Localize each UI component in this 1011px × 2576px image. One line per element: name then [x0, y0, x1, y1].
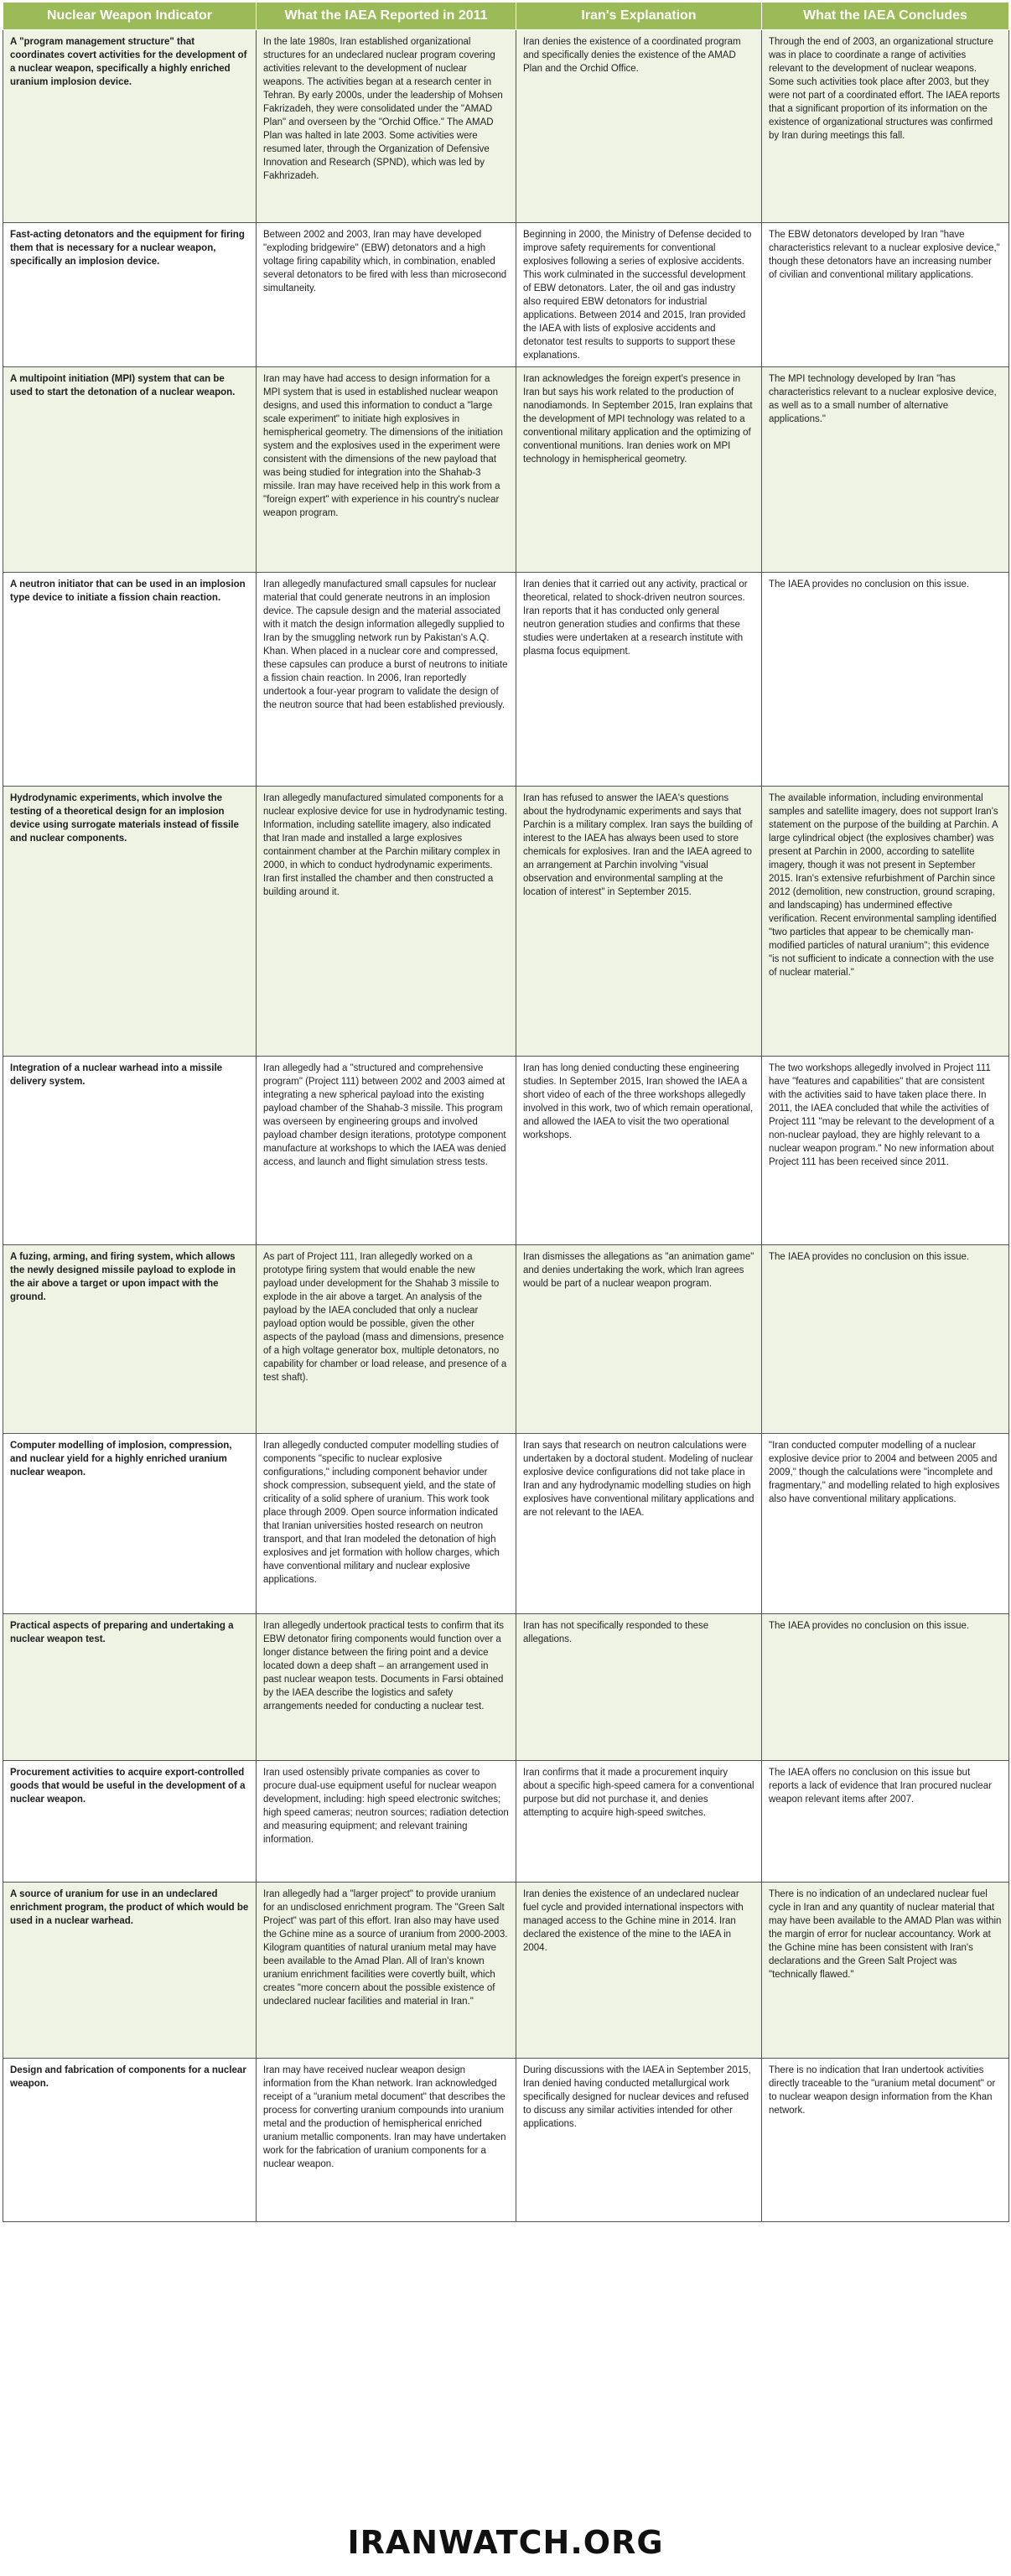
column-header-reported: What the IAEA Reported in 2011 [257, 3, 516, 30]
table-row [3, 2059, 1009, 2222]
indicator-cell: Hydrodynamic experiments, which involve the testing of a theoretical design for an implosion device using surrogate materials instead of fissile and nuclear components. [3, 787, 257, 1057]
explanation-cell: Iran denies the existence of a coordinated program and specifically denies the existence of the AMAD Plan and the Orchid Office. [516, 30, 762, 223]
conclusion-cell: The two workshops allegedly involved in Project 111 have "features and capabilities" that are consistent with the activities said to have taken place there. In 2011, the IAEA concluded that while the activities of Project 111 "may be relevant to the development of a non-nuclear payload, they are highly relevant to a nuclear weapon program." No new information about Project 111 has been received since 2011. [762, 1057, 1009, 1245]
conclusion-cell: The available information, including environmental samples and satellite imagery, does not support Iran's statement on the purpose of the building at Parchin. A large cylindrical object (the explosives chamber) was present at Parchin in 2000, according to satellite imagery, though it was not present in September 2015. Iran's extensive refurbishment of Parchin since 2012 (demolition, new construction, ground scraping, and landscaping) has undermined effective verification. Recent environmental sampling identified "two particles that appear to be chemically man-modified particles of natural uranium"; this evidence "is not sufficient to indicate a connection with the use of nuclear material." [762, 787, 1009, 1057]
table-body [3, 30, 1009, 2222]
explanation-cell: Iran has long denied conducting these engineering studies. In September 2015, Iran showed the IAEA a short video of each of the three workshops allegedly involved in this work, two of which remain operational, and allowed the IAEA to visit the two operational workshops. [516, 1057, 762, 1245]
explanation-cell: Iran dismisses the allegations as "an animation game" and denies undertaking the work, which Iran agrees would be part of a nuclear weapon program. [516, 1245, 762, 1434]
table-row [3, 573, 1009, 787]
table-row [3, 367, 1009, 573]
reported-cell: As part of Project 111, Iran allegedly worked on a prototype firing system that would enable the new payload under development for the Shahab 3 missile to explode in the air above a target. An analysis of the payload by the IAEA concluded that only a nuclear payload option would be possible, given the other aspects of the payload (mass and dimensions, presence of a high voltage generator box, multiple detonators, no capability for chamber or load release, and presence of a test shaft). [257, 1245, 516, 1434]
indicator-cell: Integration of a nuclear warhead into a missile delivery system. [3, 1057, 257, 1245]
reported-cell: Iran allegedly manufactured small capsules for nuclear material that could generate neutrons in an implosion device. The capsule design and the material associated with it match the design information allegedly supplied to Iran by the smuggling network run by Pakistan's A.Q. Khan. When placed in a nuclear core and compressed, these capsules can produce a burst of neutrons to initiate a fission chain reaction. In 2006, Iran reportedly undertook a four-year program to validate the design of the neutron source that had been established previously. [257, 573, 516, 787]
explanation-cell: During discussions with the IAEA in September 2015, Iran denied having conducted metallurgical work specifically designed for nuclear devices and refused to discuss any similar activities intended for other applications. [516, 2059, 762, 2222]
indicator-cell: Procurement activities to acquire export-controlled goods that would be useful in the development of a nuclear weapon. [3, 1761, 257, 1883]
reported-cell: Iran allegedly had a "structured and comprehensive program" (Project 111) between 2002 and 2003 aimed at integrating a new spherical payload into the existing payload chamber of the Shahab-3 missile. This program was overseen by engineering groups and involved payload chamber design iterations, prototype component manufacture at workshops to which the IAEA was denied access, and launch and flight simulation stress tests. [257, 1057, 516, 1245]
reported-cell: Iran allegedly manufactured simulated components for a nuclear explosive device for use in hydrodynamic testing. Information, including satellite imagery, also indicated that Iran made and installed a large explosives containment chamber at the Parchin military complex in 2000, in which to conduct hydrodynamic experiments. Iran first installed the chamber and then constructed a building around it. [257, 787, 516, 1057]
explanation-cell: Iran denies that it carried out any activity, practical or theoretical, related to shock-driven neutron sources. Iran reports that it has conducted only general neutron generation studies and confirms that these studies were undertaken at a research institute with plasma focus equipment. [516, 573, 762, 787]
table-row [3, 1761, 1009, 1883]
column-header-explanation: Iran's Explanation [516, 3, 762, 30]
table-row [3, 30, 1009, 223]
indicator-cell: Fast-acting detonators and the equipment for firing them that is necessary for a nuclear weapon, specifically an implosion device. [3, 223, 257, 367]
column-header-concludes: What the IAEA Concludes [762, 3, 1009, 30]
table-row [3, 1057, 1009, 1245]
indicator-cell: A neutron initiator that can be used in an implosion type device to initiate a fission chain reaction. [3, 573, 257, 787]
reported-cell: Between 2002 and 2003, Iran may have developed "exploding bridgewire" (EBW) detonators and a high voltage firing capability which, in combination, enabled several detonators to be fired with less than microsecond simultaneity. [257, 223, 516, 367]
reported-cell: Iran may have had access to design information for a MPI system that is used in established nuclear weapon designs, and used this information to conduct a "large scale experiment" to initiate high explosives in hemispherical geometry. The dimensions of the initiation system and the explosives used in the experiment were consistent with the dimensions of the new payload that was being studied for integration into the Shahab-3 missile. Iran may have received help in this work from a "foreign expert" with experience in his country's nuclear weapon program. [257, 367, 516, 573]
conclusion-cell: "Iran conducted computer modelling of a nuclear explosive device prior to 2004 and between 2005 and 2009," though the calculations were "incomplete and fragmentary," and modelling related to high explosives also have conventional military applications. [762, 1434, 1009, 1614]
reported-cell: Iran allegedly conducted computer modelling studies of components "specific to nuclear explosive configurations," including component behavior under shock compression, subsequent yield, and the state of criticality of a solid sphere of uranium. This work took place through 2009. Open source information indicated that Iranian universities hosted research on neutron transport, and that Iran modeled the detonation of high explosives and jet formation with hollow charges, which have conventional military and nuclear explosive applications. [257, 1434, 516, 1614]
table-header-row [3, 3, 1009, 30]
reported-cell: Iran allegedly had a "larger project" to provide uranium for an undisclosed enrichment program. The "Green Salt Project" was part of this effort. Iran also may have used the Gchine mine as a source of uranium from 2000-2003. Kilogram quantities of natural uranium metal may have been available to the Amad Plan. All of Iran's known uranium enrichment facilities were covertly built, which creates "more concern about the possible existence of undeclared nuclear facilities and material in Iran." [257, 1883, 516, 2059]
reported-cell: Iran allegedly undertook practical tests to confirm that its EBW detonator firing components would function over a longer distance between the firing point and a device located down a deep shaft – an arrangement used in past nuclear weapon tests. Documents in Farsi obtained by the IAEA describe the logistics and safety arrangements needed for conducting a nuclear test. [257, 1614, 516, 1761]
conclusion-cell: Through the end of 2003, an organizational structure was in place to coordinate a range of activities relevant to the development of nuclear weapons. Some such activities took place after 2003, but they were not part of a coordinated effort. The IAEA reports that a significant proportion of its information on the existence of organizational structures was confirmed by Iran during meetings this fall. [762, 30, 1009, 223]
indicators-table [3, 2, 1009, 2222]
explanation-cell: Iran confirms that it made a procurement inquiry about a specific high-speed camera for a conventional purpose but did not purchase it, and denies attempting to acquire high-speed switches. [516, 1761, 762, 1883]
conclusion-cell: The MPI technology developed by Iran "has characteristics relevant to a nuclear explosive device, as well as to a small number of alternative applications." [762, 367, 1009, 573]
table-row [3, 223, 1009, 367]
explanation-cell: Iran has not specifically responded to these allegations. [516, 1614, 762, 1761]
reported-cell: In the late 1980s, Iran established organizational structures for an undeclared nuclear program covering activities relevant to the development of nuclear weapons. The activities began at a research center in Tehran. By early 2000s, under the leadership of Mohsen Fakrizadeh, they were consolidated under the "AMAD Plan" and overseen by the "Orchid Office." The AMAD Plan was halted in late 2003. Some activities were resumed later, through the Organization of Defensive Innovation and Research (SPND), which was led by Fakhrizadeh. [257, 30, 516, 223]
conclusion-cell: The IAEA provides no conclusion on this issue. [762, 1614, 1009, 1761]
indicator-cell: Practical aspects of preparing and undertaking a nuclear weapon test. [3, 1614, 257, 1761]
conclusion-cell: The EBW detonators developed by Iran "have characteristics relevant to a nuclear explosive device," though these detonators have an increasing number of civilian and conventional military applications. [762, 223, 1009, 367]
explanation-cell: Iran has refused to answer the IAEA's questions about the hydrodynamic experiments and says that Parchin is a military complex. Iran says the building of interest to the IAEA has always been used to store chemicals for explosives. Iran and the IAEA agreed to an arrangement at Parchin involving "visual observation and environmental sampling at the location of interest" in September 2015. [516, 787, 762, 1057]
conclusion-cell: The IAEA provides no conclusion on this issue. [762, 573, 1009, 787]
table-row [3, 1245, 1009, 1434]
indicator-cell: A multipoint initiation (MPI) system that can be used to start the detonation of a nuclear weapon. [3, 367, 257, 573]
conclusion-cell: There is no indication of an undeclared nuclear fuel cycle in Iran and any quantity of nuclear material that may have been available to the AMAD Plan was within the margin of error for nuclear accountancy. Work at the Gchine mine has been consistent with Iran's declarations and the Green Salt Project was "technically flawed." [762, 1883, 1009, 2059]
indicator-cell: A "program management structure" that coordinates covert activities for the development of a nuclear weapon, specifically a highly enriched uranium implosion device. [3, 30, 257, 223]
table-row [3, 787, 1009, 1057]
table-row [3, 1434, 1009, 1614]
reported-cell: Iran may have received nuclear weapon design information from the Khan network. Iran acknowledged receipt of a "uranium metal document" that describes the process for converting uranium compounds into uranium metal and the production of hemispherical enriched uranium metallic components. Iran may have undertaken work for the fabrication of uranium components for a nuclear weapon. [257, 2059, 516, 2222]
conclusion-cell: The IAEA offers no conclusion on this issue but reports a lack of evidence that Iran procured nuclear weapon relevant items after 2007. [762, 1761, 1009, 1883]
reported-cell: Iran used ostensibly private companies as cover to procure dual-use equipment useful for nuclear weapon development, including: high speed electronic switches; high speed cameras; neutron sources; radiation detection and measuring equipment; and relevant training information. [257, 1761, 516, 1883]
table-row [3, 1883, 1009, 2059]
indicator-cell: A source of uranium for use in an undeclared enrichment program, the product of which would be used in a nuclear warhead. [3, 1883, 257, 2059]
explanation-cell: Iran says that research on neutron calculations were undertaken by a doctoral student. Modeling of nuclear explosive device configurations did not take place in Iran and any hydrodynamic modelling studies on high explosives have conventional military applications and are not relevant to the IAEA. [516, 1434, 762, 1614]
indicator-cell: Design and fabrication of components for a nuclear weapon. [3, 2059, 257, 2222]
explanation-cell: Iran acknowledges the foreign expert's presence in Iran but says his work related to the production of nanodiamonds. In September 2015, Iran explains that the development of MPI technology was related to a conventional military application and the optimizing of conventional munitions. Iran denies work on MPI technology in hemispherical geometry. [516, 367, 762, 573]
explanation-cell: Iran denies the existence of an undeclared nuclear fuel cycle and provided international inspectors with managed access to the Gchine mine in 2014. Iran declared the existence of the mine to the IAEA in 2004. [516, 1883, 762, 2059]
indicator-cell: A fuzing, arming, and firing system, which allows the newly designed missile payload to explode in the air above a target or upon impact with the ground. [3, 1245, 257, 1434]
explanation-cell: Beginning in 2000, the Ministry of Defense decided to improve safety requirements for conventional explosives following a series of explosive accidents. This work culminated in the successful development of EBW detonators. Later, the oil and gas industry also required EBW detonators for industrial applications. Between 2014 and 2015, Iran provided the IAEA with lists of explosive accidents and detonator test results to supports to support these explanations. [516, 223, 762, 367]
site-footer-logo: IRANWATCH.ORG [347, 2524, 664, 2561]
column-header-indicator: Nuclear Weapon Indicator [3, 3, 257, 30]
conclusion-cell: There is no indication that Iran undertook activities directly traceable to the "uranium metal document" or to nuclear weapon design information from the Khan network. [762, 2059, 1009, 2222]
table-row [3, 1614, 1009, 1761]
conclusion-cell: The IAEA provides no conclusion on this issue. [762, 1245, 1009, 1434]
indicator-cell: Computer modelling of implosion, compression, and nuclear yield for a highly enriched uranium nuclear weapon. [3, 1434, 257, 1614]
